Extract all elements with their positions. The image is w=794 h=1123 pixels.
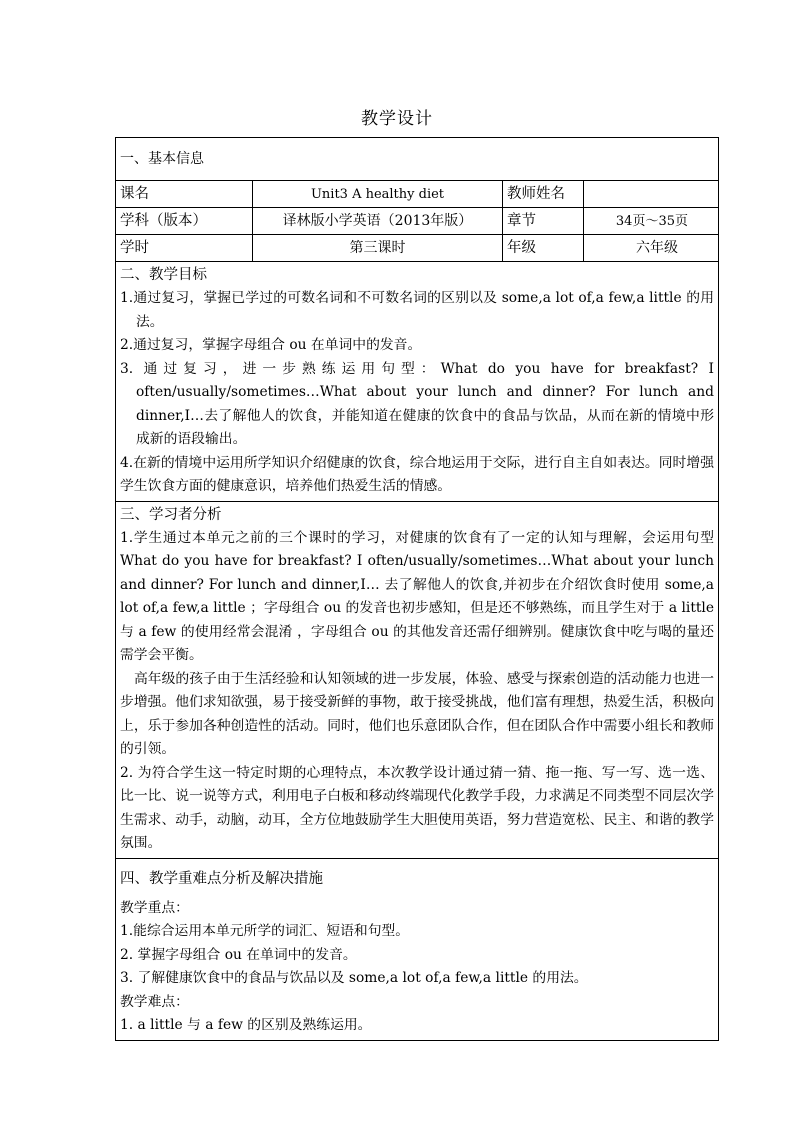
key-point-item: 2. 掌握字母组合 ou 在单词中的发音。 — [120, 946, 357, 963]
objective-item: 4.在新的情境中运用所学知识介绍健康的饮食，综合地运用于交际，进行自主自如表达。同时增强学生饮食方面的健康意识，培养他们热爱生活的情感。 — [120, 454, 714, 494]
objective-item: 1.通过复习，掌握已学过的可数名词和不可数名词的区别以及 some,a lot of,a few,a little 的用法。 — [120, 290, 714, 330]
grade-value: 六年级 — [584, 235, 719, 262]
section4-heading: 四、教学重难点分析及解决措施 — [120, 870, 323, 887]
info-row-subject — [116, 208, 719, 235]
key-point-item: 3. 了解健康饮食中的食品与饮品以及 some,a lot of,a few,a little 的用法。 — [120, 970, 588, 986]
subject-value: 译林版小学英语（2013年版） — [253, 208, 503, 235]
period-label: 学时 — [116, 235, 253, 262]
section3-row — [116, 501, 719, 858]
section2-heading: 二、教学目标 — [120, 267, 207, 283]
teaching-objectives-cell — [116, 262, 719, 502]
teacher-value — [584, 181, 719, 208]
objective-item: 3. 通过复习，进一步熟练运用句型：What do you have for breakfast? I often/usually/sometimes…What about your lunch and dinner? For lunch and dinner,I…去了解他人的饮食，并能知道在健康的饮食中的食品与饮品，从而在新的情境中形成新的语段输出。 — [120, 360, 714, 447]
section1-heading: 一、基本信息 — [116, 138, 719, 181]
analysis-paragraph: 1.学生通过本单元之前的三个课时的学习，对健康的饮食有了一定的认知与理解，会运用句型 What do you have for breakfast? I often/usually/sometimes…What about your lunch and dinner? For lunch and dinner,I… 去了解他人的饮食,并初步在介绍饮食时使用 some,a lot of,a few,a little ；字母组合 ou 的发音也初步感知，但是还不够熟练，而且学生对于 a little 与 a few 的使用经常会混淆 ，字母组合 ou 的其他发音还需仔细辨别。健康饮食中吃与喝的量还需学会平衡。 — [120, 529, 714, 663]
difficult-points-title: 教学难点： — [120, 993, 189, 1010]
chapter-label: 章节 — [503, 208, 584, 235]
section2-row — [116, 262, 719, 502]
info-row-period — [116, 235, 719, 262]
course-label: 课名 — [116, 181, 253, 208]
grade-label: 年级 — [503, 235, 584, 262]
document-title: 教学设计 — [361, 109, 433, 129]
key-point-item: 1.能综合运用本单元所学的词汇、短语和句型。 — [120, 923, 410, 939]
key-points-title: 教学重点： — [120, 899, 189, 916]
analysis-paragraph: 高年级的孩子由于生活经验和认知领域的进一步发展，体验、感受与探索创造的活动能力也进一步增强。他们求知欲强，易于接受新鲜的事物，敢于接受挑战，他们富有理想，热爱生活，积极向上，乐于参加各种创造性的活动。同时，他们也乐意团队合作，但在团队合作中需要小组长和教师的引领。 — [120, 670, 714, 757]
teacher-label: 教师姓名 — [503, 181, 584, 208]
subject-label: 学科（版本） — [116, 208, 253, 235]
difficult-point-item: 1. a little 与 a few 的区别及熟练运用。 — [120, 1017, 372, 1033]
objective-item: 2.通过复习，掌握字母组合 ou 在单词中的发音。 — [120, 337, 422, 353]
key-difficult-points-cell — [116, 858, 719, 1040]
info-row-course — [116, 181, 719, 208]
lesson-plan-table — [115, 137, 719, 1041]
course-value: Unit3 A healthy diet — [253, 181, 503, 208]
learner-analysis-cell — [116, 501, 719, 858]
chapter-value: 34页～35页 — [584, 208, 719, 235]
analysis-paragraph: 2. 为符合学生这一特定时期的心理特点，本次教学设计通过猜一猜、拖一拖、写一写、选一选、比一比、说一说等方式，利用电子白板和移动终端现代化教学手段，力求满足不同类型不同层次学生需求、动手，动脑，动耳，全方位地鼓励学生大胆使用英语，努力营造宽松、民主、和谐的教学氛围。 — [120, 764, 714, 851]
section4-row — [116, 858, 719, 1040]
section3-heading: 三、学习者分析 — [120, 506, 222, 523]
period-value: 第三课时 — [253, 235, 503, 262]
section1-row — [116, 138, 719, 181]
